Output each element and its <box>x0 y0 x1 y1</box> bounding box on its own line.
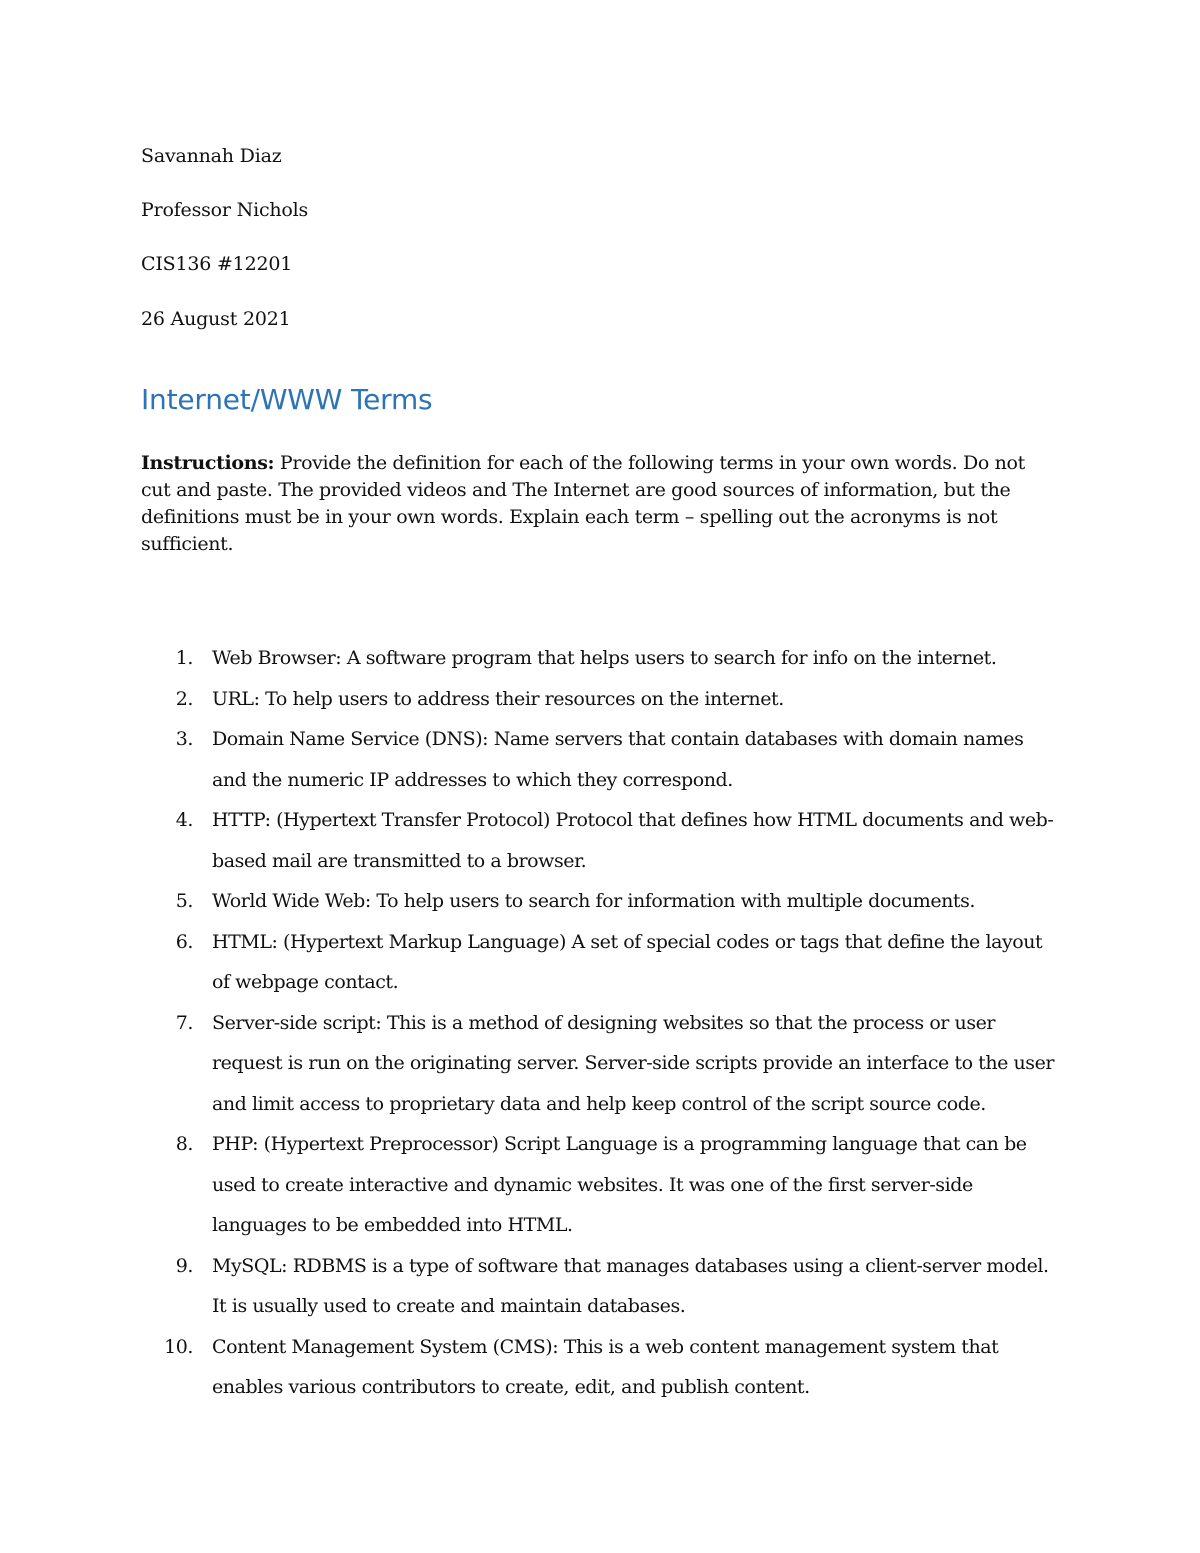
list-item <box>141 800 1061 881</box>
list-item <box>141 922 1061 1003</box>
list-item-number: 8. <box>175 1133 193 1155</box>
list-item <box>141 1003 1061 1125</box>
list-item-text: HTML: (Hypertext Markup Language) A set of special codes or tags that define the layout of webpage contact. <box>212 930 1043 993</box>
list-item-text: Content Management System (CMS): This is a web content management system that enables various contributors to create, edit, and publish content. <box>212 1335 999 1398</box>
list-item-text: Web Browser: A software program that helps users to search for info on the internet. <box>212 647 997 669</box>
student-name: Savannah Diaz <box>141 145 282 167</box>
list-item <box>141 1327 1061 1408</box>
instructions-paragraph <box>141 450 1051 558</box>
list-item-text: PHP: (Hypertext Preprocessor) Script Language is a programming language that can be used to create interactive and dynamic websites. It was one of the first server-side languages to be embedded into HTML. <box>212 1133 1027 1236</box>
list-item <box>141 719 1061 800</box>
list-item-number: 2. <box>175 687 193 710</box>
list-item-number: 4. <box>175 809 193 831</box>
list-item-text: HTTP: (Hypertext Transfer Protocol) Protocol that defines how HTML documents and web-based mail are transmitted to a browser. <box>212 809 1054 872</box>
list-item-number: 3. <box>175 728 193 750</box>
list-item <box>141 1124 1061 1246</box>
list-item-text: MySQL: RDBMS is a type of software that manages databases using a client-server model. It is usually used to create and maintain databases. <box>212 1254 1049 1317</box>
list-item-number: 7. <box>175 1011 193 1034</box>
list-item <box>141 881 1061 922</box>
list-item-number: 10. <box>164 1335 193 1358</box>
list-item <box>141 638 1061 679</box>
list-item-number: 9. <box>175 1254 193 1277</box>
list-item <box>141 679 1061 720</box>
list-item-text: URL: To help users to address their resources on the internet. <box>212 687 784 710</box>
professor-name: Professor Nichols <box>141 199 309 221</box>
course-id: CIS136 #12201 <box>141 253 293 275</box>
terms-list <box>141 638 1061 1408</box>
list-item-text: Server-side script: This is a method of designing websites so that the process or user request is run on the originating server. Server-side scripts provide an interface to the user and limit access to proprietary data and help keep control of the script source code. <box>212 1011 1055 1115</box>
list-item-number: 5. <box>175 890 193 912</box>
list-item-text: World Wide Web: To help users to search for information with multiple documents. <box>212 890 976 912</box>
instructions-label: Instructions: <box>141 452 275 474</box>
document-title: Internet/WWW Terms <box>141 383 433 416</box>
list-item-text: Domain Name Service (DNS): Name servers that contain databases with domain names and the numeric IP addresses to which they correspond. <box>212 728 1024 791</box>
instructions-text: Provide the definition for each of the following terms in your own words. Do not cut and paste. The provided videos and The Internet are good sources of information, but the definitions must be in your own words. Explain each term – spelling out the acronyms is not sufficient. <box>141 452 1025 555</box>
list-item <box>141 1246 1061 1327</box>
list-item-number: 1. <box>175 647 193 669</box>
list-item-number: 6. <box>175 930 193 953</box>
document-date: 26 August 2021 <box>141 308 291 330</box>
